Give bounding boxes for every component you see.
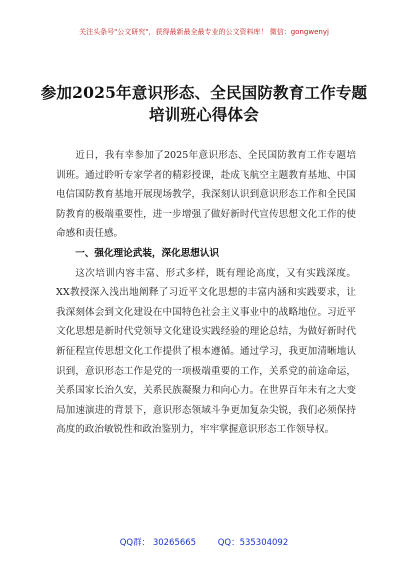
footer-contact-note: QQ群： 30265665 QQ：535304092 [119,538,289,548]
document-title: 参加2025年意识形态、全民国防教育工作专题培训班心得体会 [40,83,368,124]
header-promo-note: 关注头条号"公文研究"，获得最新最全最专业的公文资料库！ 微信：gongwenyj [79,28,329,36]
intro-paragraph: 近日，我有幸参加了2025年意识形态、全民国防教育工作专题培训班。通过聆听专家学者的精彩授课，赴成飞航空主题教育基地、中国电信国防教育基地开展现场教学，我深刻认识到意识形态工作和全民国防教育的极端重要性，进一步增强了做好新时代宣传思想文化工作的使命感和责任感。 [56,150,356,240]
document-body [56,146,356,440]
section-1-paragraph: 这次培训内容丰富、形式多样，既有理论高度，又有实践深度。XX教授深入浅出地阐释了习近平文化思想的丰富内涵和实践要求，让我深刻体会到文化建设在中国特色社会主义事业中的战略地位。习近平文化思想是新时代党领导文化建设实践经验的理论总结，为做好新时代新征程宣传思想文化工作提供了根本遵循。通过学习，我更加清晰地认识到，意识形态工作是党的一项极端重要的工作，关系党的前途命运，关系国家长治久安，关系民族凝聚力和向心力。在世界百年未有之大变局加速演进的背景下，意识形态领域斗争更加复杂尖锐，我们必须保持高度的政治敏锐性和政治鉴别力，牢牢掌握意识形态工作领导权。 [56,267,356,436]
section-1-heading: 一、强化理论武装，深化思想认识 [75,247,220,259]
